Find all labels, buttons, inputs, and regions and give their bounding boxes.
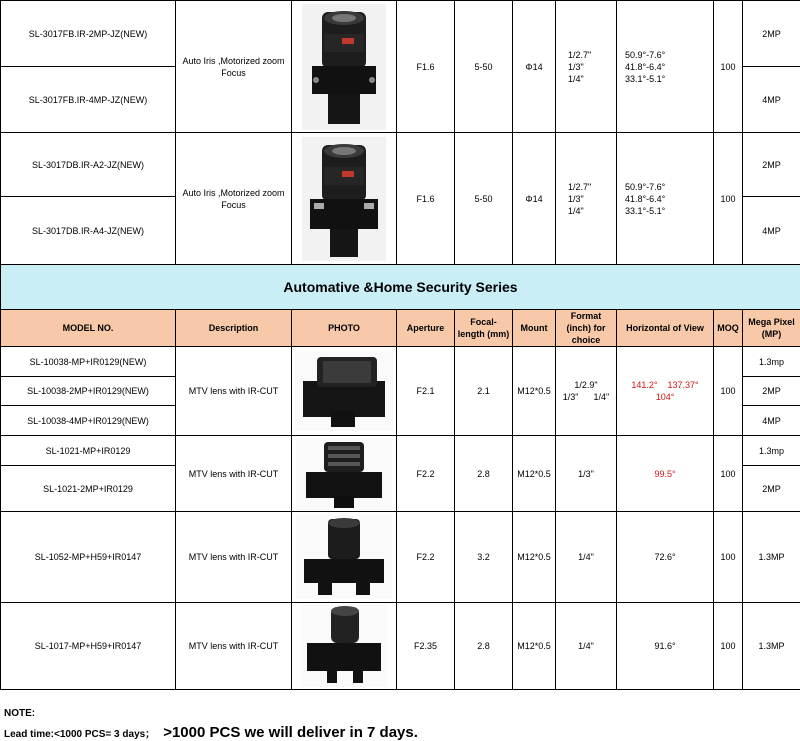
model-cell: SL-3017FB.IR-4MP-JZ(NEW) xyxy=(1,67,176,133)
focal-cell: 5-50 xyxy=(455,133,513,265)
fov-cell xyxy=(617,347,714,436)
format-cell: 1/3" xyxy=(556,436,617,512)
aperture-cell: F1.6 xyxy=(397,133,455,265)
megapixel-cell: 4MP xyxy=(743,197,800,265)
model-cell: SL-10038-2MP+IR0129(NEW) xyxy=(1,377,176,406)
format-value: 1/2.7" xyxy=(568,181,614,193)
megapixel-cell: 2MP xyxy=(743,466,800,512)
moq-cell: 100 xyxy=(714,1,743,133)
model-cell: SL-3017DB.IR-A2-JZ(NEW) xyxy=(1,133,176,197)
moq-cell: 100 xyxy=(714,603,743,690)
lens-photo xyxy=(292,1,397,133)
header-moq: MOQ xyxy=(714,310,743,347)
aperture-cell: F2.2 xyxy=(397,436,455,512)
header-megapixel: Mega Pixel (MP) xyxy=(743,310,800,347)
fov-value: 41.8°-6.4° xyxy=(625,61,711,73)
focal-cell: 3.2 xyxy=(455,512,513,603)
lens-photo xyxy=(292,133,397,265)
description-cell: Auto Iris ,Motorized zoom Focus xyxy=(176,1,292,133)
header-focal: Focal-length (mm) xyxy=(455,310,513,347)
aperture-cell: F2.2 xyxy=(397,512,455,603)
focal-cell: 2.8 xyxy=(455,436,513,512)
fov-value: 41.8°-6.4° xyxy=(625,193,711,205)
megapixel-cell: 1.3mp xyxy=(743,347,800,377)
model-cell: SL-1021-MP+IR0129 xyxy=(1,436,176,466)
section-title: Automative &Home Security Series xyxy=(1,265,800,310)
megapixel-cell: 2MP xyxy=(743,377,800,406)
lens-photo xyxy=(292,603,397,690)
format-value: 1/3" xyxy=(568,193,614,205)
focal-cell: 5-50 xyxy=(455,1,513,133)
lens-photo xyxy=(292,436,397,512)
format-value: 1/4" xyxy=(568,205,614,217)
fov-value: 141.2° xyxy=(631,380,657,390)
mount-cell: M12*0.5 xyxy=(513,347,556,436)
format-value: 1/2.7" xyxy=(568,49,614,61)
header-format: Format (inch) for choice xyxy=(556,310,617,347)
focal-cell: 2.8 xyxy=(455,603,513,690)
format-cell: 1/4" xyxy=(556,603,617,690)
fov-cell: 99.5° xyxy=(617,436,714,512)
header-aperture: Aperture xyxy=(397,310,455,347)
fov-cell xyxy=(617,1,714,133)
model-cell: SL-1052-MP+H59+IR0147 xyxy=(1,512,176,603)
delivery-text: >1000 PCS we will deliver in 7 days. xyxy=(163,724,418,741)
format-cell xyxy=(556,133,617,265)
note-label: NOTE: xyxy=(4,708,35,719)
megapixel-cell: 1.3MP xyxy=(743,512,800,603)
moq-cell: 100 xyxy=(714,133,743,265)
description-cell: MTV lens with IR-CUT xyxy=(176,512,292,603)
table-header-row xyxy=(1,310,800,347)
megapixel-cell: 4MP xyxy=(743,67,800,133)
lead-time-note xyxy=(4,724,418,741)
fov-value: 104° xyxy=(619,391,711,403)
header-fov: Horizontal of View xyxy=(617,310,714,347)
header-mount: Mount xyxy=(513,310,556,347)
fov-cell xyxy=(617,133,714,265)
megapixel-cell: 1.3MP xyxy=(743,603,800,690)
fov-value: 33.1°-5.1° xyxy=(625,73,711,85)
mount-cell: M12*0.5 xyxy=(513,603,556,690)
model-cell: SL-3017FB.IR-2MP-JZ(NEW) xyxy=(1,1,176,67)
format-value: 1/4" xyxy=(594,392,610,402)
mount-cell: M12*0.5 xyxy=(513,436,556,512)
model-cell: SL-1021-2MP+IR0129 xyxy=(1,466,176,512)
format-value: 1/3" xyxy=(563,392,579,402)
lens-photo xyxy=(292,512,397,603)
fov-value: 137.37° xyxy=(668,380,699,390)
megapixel-cell: 2MP xyxy=(743,133,800,197)
description-cell: Auto Iris ,Motorized zoom Focus xyxy=(176,133,292,265)
description-cell: MTV lens with IR-CUT xyxy=(176,436,292,512)
format-cell: 1/4" xyxy=(556,512,617,603)
format-value: 1/2.9" xyxy=(558,379,614,391)
format-value: 1/4" xyxy=(568,73,614,85)
aperture-cell: F2.35 xyxy=(397,603,455,690)
moq-cell: 100 xyxy=(714,436,743,512)
fov-value: 50.9°-7.6° xyxy=(625,49,711,61)
lens-photo xyxy=(292,347,397,436)
model-cell: SL-3017DB.IR-A4-JZ(NEW) xyxy=(1,197,176,265)
megapixel-cell: 2MP xyxy=(743,1,800,67)
description-cell: MTV lens with IR-CUT xyxy=(176,347,292,436)
moq-cell: 100 xyxy=(714,512,743,603)
fov-cell: 91.6° xyxy=(617,603,714,690)
fov-value: 33.1°-5.1° xyxy=(625,205,711,217)
aperture-cell: F1.6 xyxy=(397,1,455,133)
mount-cell: M12*0.5 xyxy=(513,512,556,603)
header-photo: PHOTO xyxy=(292,310,397,347)
format-cell xyxy=(556,1,617,133)
description-cell: MTV lens with IR-CUT xyxy=(176,603,292,690)
format-cell xyxy=(556,347,617,436)
model-cell: SL-10038-4MP+IR0129(NEW) xyxy=(1,406,176,436)
mount-cell: Φ14 xyxy=(513,133,556,265)
model-cell: SL-10038-MP+IR0129(NEW) xyxy=(1,347,176,377)
mount-cell: Φ14 xyxy=(513,1,556,133)
header-description: Description xyxy=(176,310,292,347)
fov-value: 50.9°-7.6° xyxy=(625,181,711,193)
model-cell: SL-1017-MP+H59+IR0147 xyxy=(1,603,176,690)
focal-cell: 2.1 xyxy=(455,347,513,436)
aperture-cell: F2.1 xyxy=(397,347,455,436)
moq-cell: 100 xyxy=(714,347,743,436)
header-model: MODEL NO. xyxy=(1,310,176,347)
format-value: 1/3" xyxy=(568,61,614,73)
megapixel-cell: 1.3mp xyxy=(743,436,800,466)
megapixel-cell: 4MP xyxy=(743,406,800,436)
lead-time-text: Lead time:<1000 PCS= 3 days； xyxy=(4,729,155,740)
fov-cell: 72.6° xyxy=(617,512,714,603)
